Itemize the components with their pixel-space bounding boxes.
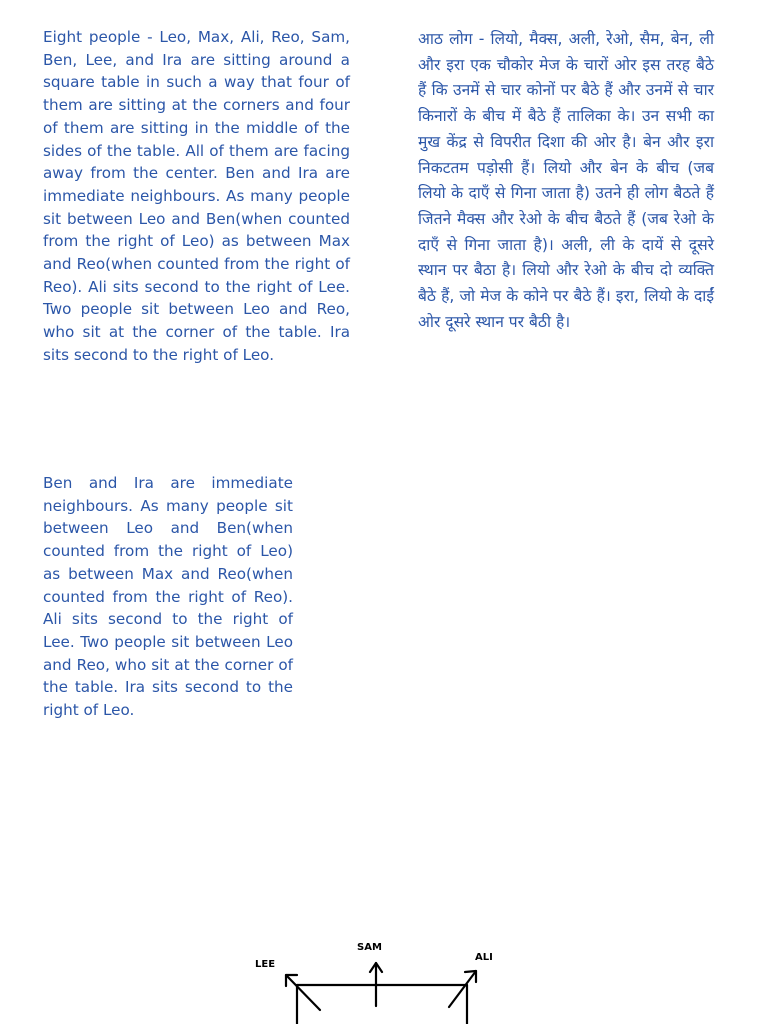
puzzle-clues-english: Ben and Ira are immediate neighbours. As many people sit between Leo and Ben(when counted from the right of Leo) as between Max and Reo(when counted from the right of Reo). Ali sits second to the right of Lee. Two people sit between Leo and Reo, who sit at the corner of the table. Ira sits second to the right of Leo. [43,474,293,720]
label-ali: ALI [475,952,493,963]
sam-arrowhead [370,963,382,972]
ali-arrowhead [465,971,476,982]
lee-arrowhead [286,975,297,986]
puzzle-text-hindi: आठ लोग - लियो, मैक्स, अली, रेओ, सैम, बेन, ली और इरा एक चौकोर मेज के चारों ओर इस तरह बैठे हैं कि उनमें से चार कोनों पर बैठे हैं और उनमें से चार किनारों के बीच में बैठे हैं तालिका के। उन सभी का मुख केंद्र से विपरीत दिशा की ओर है। बेन और इरा निकटतम पड़ोसी हैं। लियो और बेन के बीच (जब लियो के दाएँ से गिना जाता है) उतने ही लोग बैठते हैं जितने मैक्स और रेओ के बीच बैठते हैं (जब रेओ के दाएँ से गिना जाता है)। अली, ली के दायें से दूसरे स्थान पर बैठा है। लियो और रेओ के बीच दो व्यक्ति बैठे हैं, जो मेज के कोने पर बैठे हैं। इरा, लियो के दाईं ओर दूसरे स्थान पर बैठी है। [418,30,714,331]
ali-facing-arrow [449,971,476,1007]
puzzle-text-english: Eight people - Leo, Max, Ali, Reo, Sam, Ben, Lee, and Ira are sitting around a square table in such a way that four of them are sitting at the corners and four of them are sitting in the middle of the sides of the table. All of them are facing away from the center. Ben and Ira are immediate neighbours. As many people sit between Leo and Ben(when counted from the right of Leo) as between Max and Reo(when counted from the right of Reo). Ali sits second to the right of Lee. Two people sit between Leo and Reo, who sit at the corner of the table. Ira sits second to the right of Leo. [43,28,350,364]
label-lee: LEE [255,959,276,970]
lee-facing-arrow [286,975,320,1010]
label-sam: SAM [357,942,382,953]
